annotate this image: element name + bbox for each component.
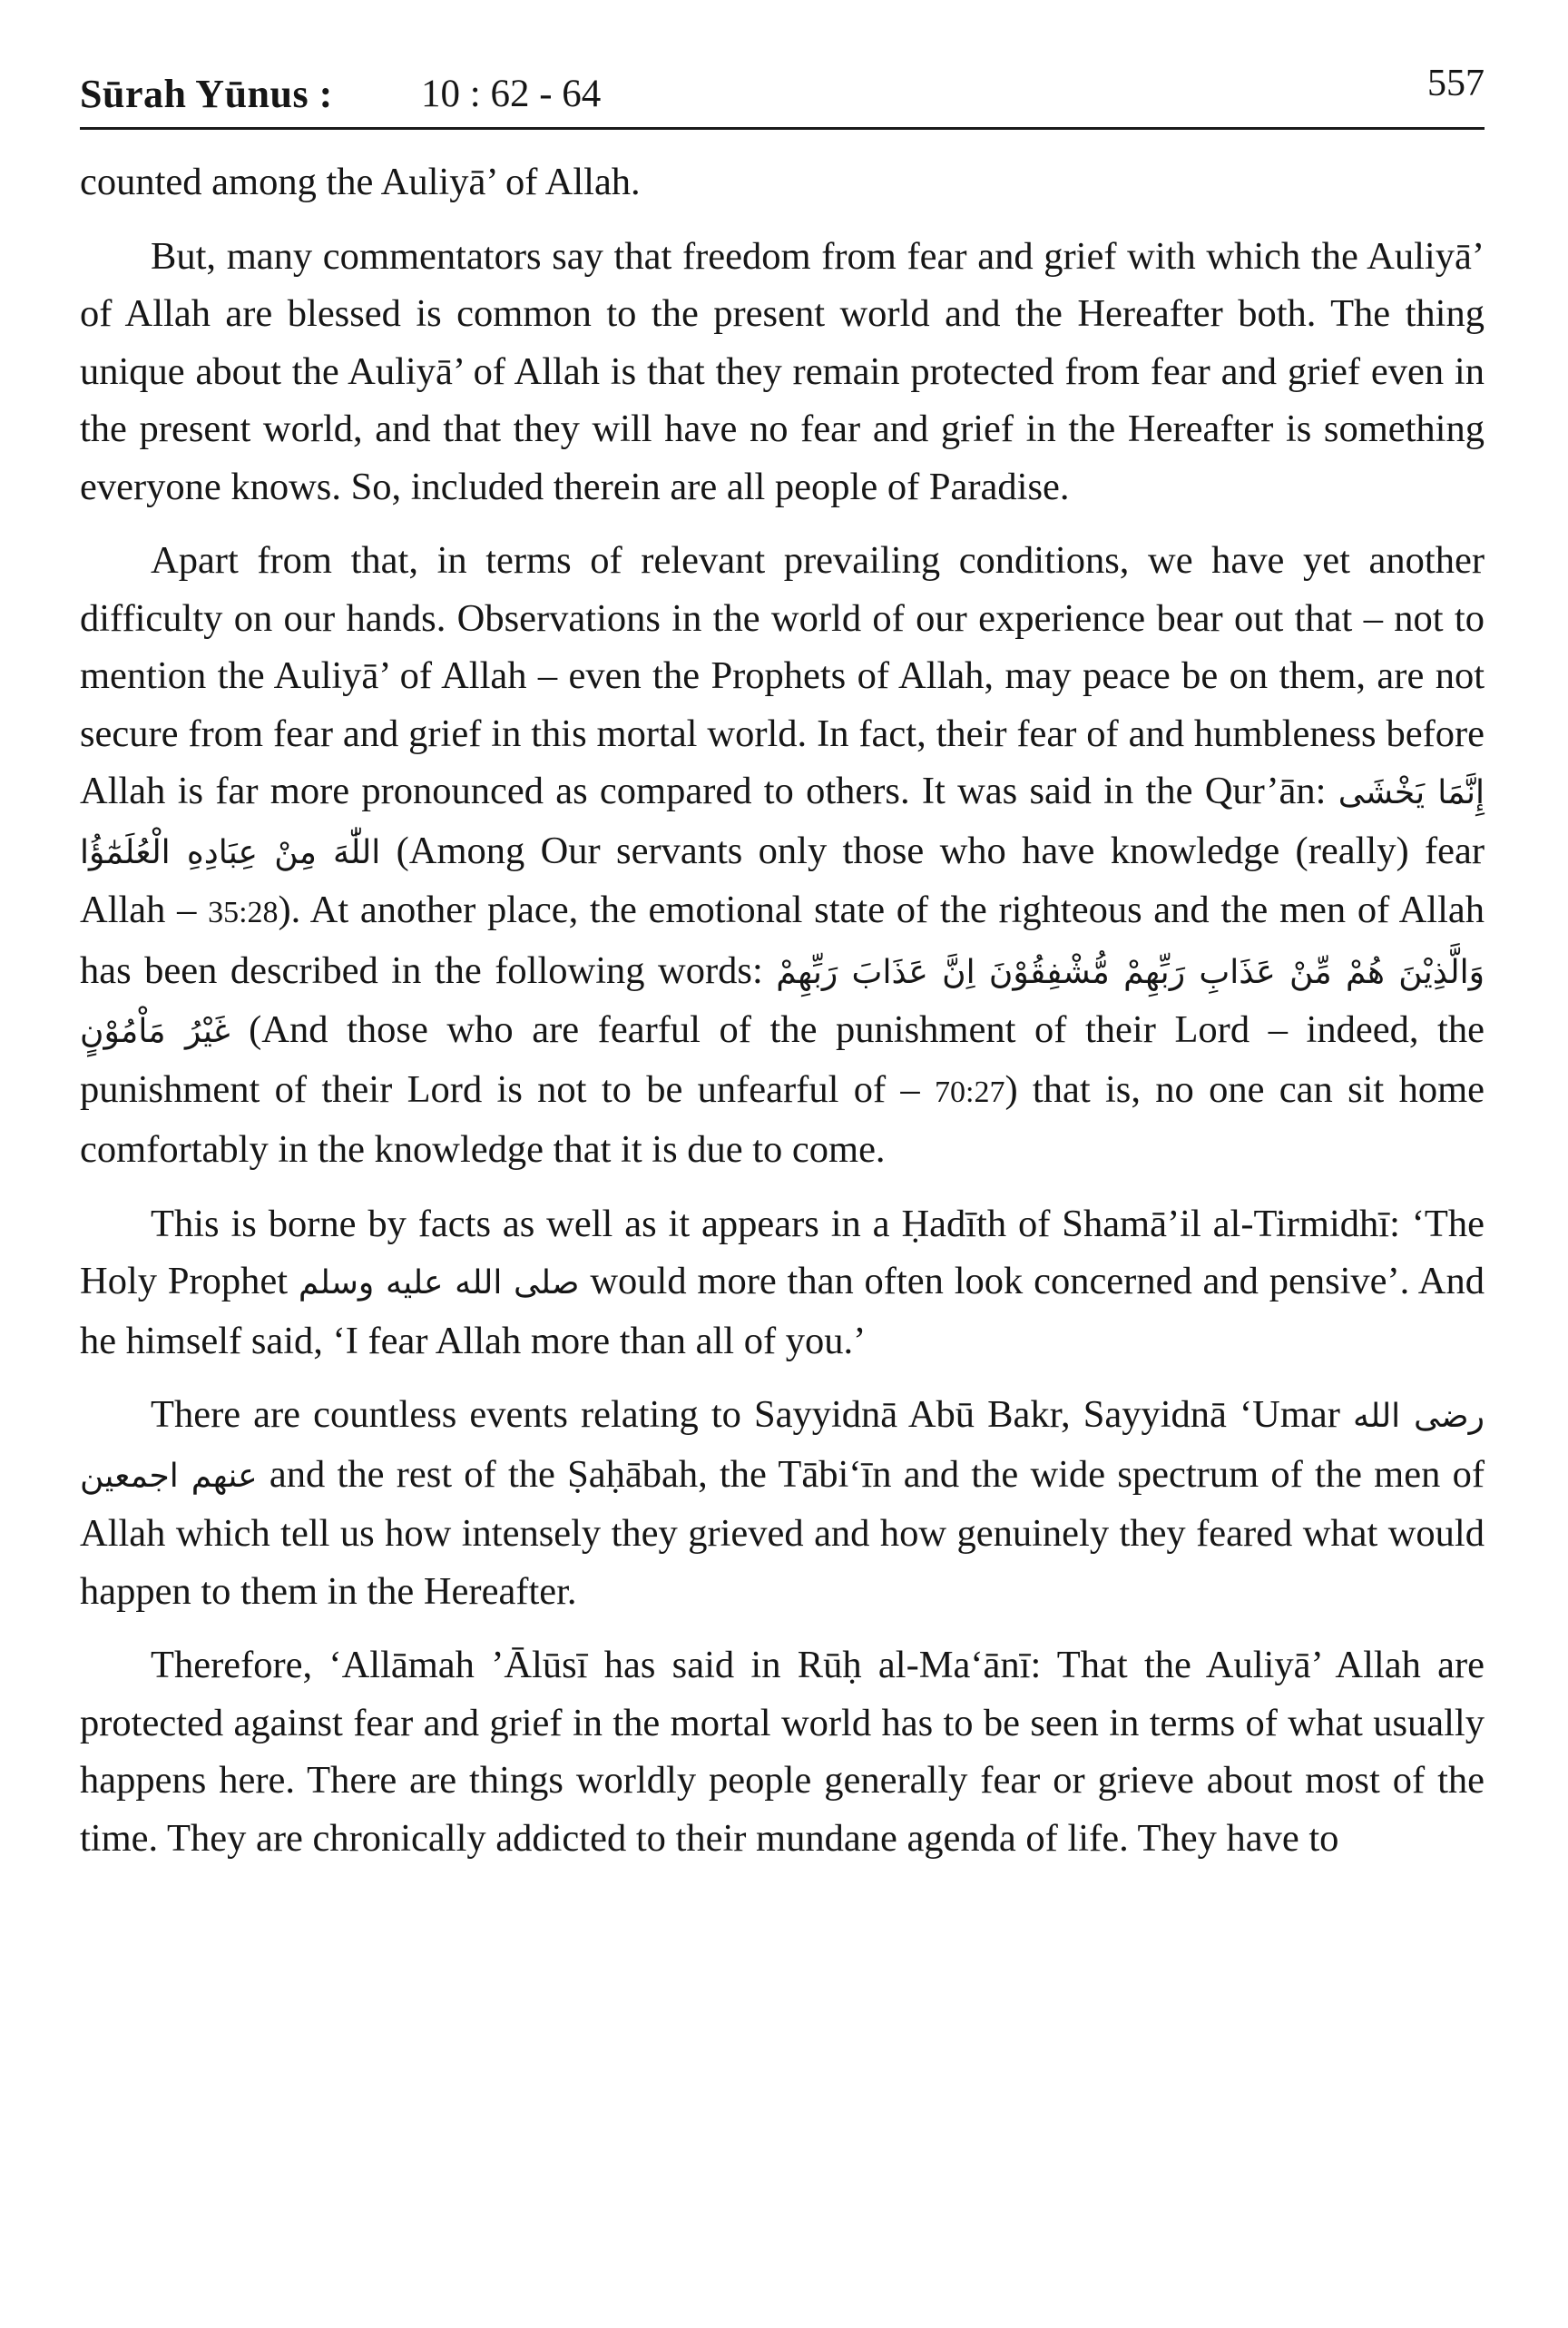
- paragraph: [80, 1636, 1485, 1867]
- verse-reference: 10 : 62 - 64: [421, 73, 602, 115]
- paragraph-text: ) that is, no one can sit home comfortably in the knowledge that it is due to come.: [80, 1067, 1485, 1171]
- paragraph-text: (And those who are fearful of the punishment of their Lord – indeed, the punishment of their Lord is not to be unfearful of –: [80, 1008, 1485, 1111]
- verse-citation: 70:27: [935, 1075, 1005, 1109]
- running-header: [80, 54, 1485, 130]
- book-page: [80, 54, 1485, 1883]
- paragraph-text: (Among Our servants only those who have knowledge (really) fear Allah –: [80, 829, 1485, 931]
- page-number: 557: [1427, 63, 1485, 104]
- paragraph-text: But, many commentators say that freedom from fear and grief with which the Auliyā’ of Allah are blessed is common to the present world and the Hereafter both. The thing unique about the Auliyā’ of Allah is that they remain protected from fear and grief even in the present world, and that they will have no fear and grief in the Hereafter is something everyone knows. So, included therein are all people of Paradise.: [80, 234, 1485, 508]
- arabic-quote: رضى الله عنهم اجمعين: [80, 1398, 1485, 1495]
- body-text: [80, 153, 1485, 1867]
- arabic-quote: وَالَّذِيْنَ هُمْ مِّنْ عَذَابِ رَبِّهِمْ مُّشْفِقُوْنَ اِنَّ عَذَابَ رَبِّهِمْ غَيْرُ مَاْمُوْنٍ: [80, 953, 1485, 1050]
- paragraph-text: There are countless events relating to Sayyidnā Abū Bakr, Sayyidnā ‘Umar: [151, 1393, 1353, 1436]
- paragraph: [80, 1386, 1485, 1620]
- arabic-quote: صلى الله عليه وسلم: [298, 1264, 580, 1302]
- paragraph-text: ). At another place, the emotional state of the righteous and the men of Allah has been described in the following words:: [80, 889, 1485, 992]
- paragraph-text: and the rest of the Ṣaḥābah, the Tābi‘īn and the wide spectrum of the men of Allah which tell us how intensely they grieved and how genuinely they feared what would happen to them in the Hereafter.: [80, 1452, 1485, 1613]
- surah-title: Sūrah Yūnus :: [80, 72, 333, 116]
- paragraph-text: Therefore, ‘Allāmah ’Ālūsī has said in Rūḥ al-Ma‘ānī: That the Auliyā’ Allah are protected against fear and grief in the mortal world has to be seen in terms of what usually happens here. There are things worldly people generally fear or grieve about most of the time. They are chronically addicted to their mundane agenda of life. They have to: [80, 1644, 1485, 1860]
- verse-citation: 35:28: [208, 896, 279, 929]
- paragraph: [80, 1195, 1485, 1370]
- paragraph: [80, 532, 1485, 1179]
- arabic-quote: إِنَّمَا يَخْشَى اللّٰهَ مِنْ عِبَادِهِ الْعُلَمٰٓؤُا: [80, 774, 1485, 871]
- paragraph: [80, 153, 1485, 211]
- paragraph-text: counted among the Auliyā’ of Allah.: [80, 161, 641, 203]
- paragraph-text: This is borne by facts as well as it appears in a Ḥadīth of Shamā’il al-Tirmidhī: ‘The Holy Prophet: [80, 1202, 1485, 1302]
- paragraph: [80, 228, 1485, 516]
- paragraph-text: Apart from that, in terms of relevant prevailing conditions, we have yet another difficulty on our hands. Observations in the world of our experience bear out that – not to mention the Auliyā’ of Allah – even the Prophets of Allah, may peace be on them, are not secure from fear and grief in this mortal world. In fact, their fear of and humbleness before Allah is far more pronounced as compared to others. It was said in the Qur’ān:: [80, 539, 1485, 812]
- paragraph-text: would more than often look concerned and pensive’. And he himself said, ‘I fear Allah more than all of you.’: [80, 1260, 1485, 1362]
